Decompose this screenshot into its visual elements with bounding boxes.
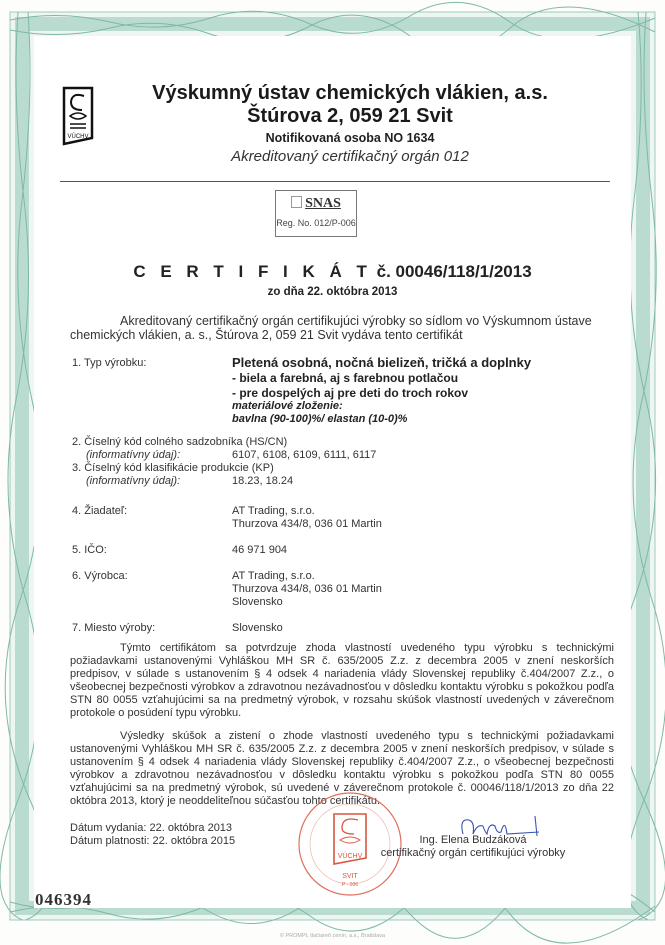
- composition-label: materiálové zloženie:: [232, 400, 343, 412]
- product-type-label: 1. Typ výrobku:: [72, 357, 147, 369]
- issuer-header: [120, 82, 580, 166]
- kp-code-sublabel: (informatívny údaj):: [86, 475, 181, 487]
- notified-body: Notifikovaná osoba NO 1634: [265, 131, 435, 145]
- signatory-name: Ing. Elena Budzáková: [419, 834, 527, 846]
- product-name: Pletená osobná, nočná bielizeň, tričká a doplnky: [232, 355, 532, 370]
- hs-code-value: 6107, 6108, 6109, 6111, 6117: [232, 449, 377, 461]
- manufacturer-address: Thurzova 434/8, 036 01 Martin: [232, 583, 382, 595]
- applicant-label: 4. Žiadateľ:: [72, 505, 128, 517]
- slovak-emblem-icon: [291, 196, 302, 208]
- certificate-number: č. 00046/118/1/2013: [376, 262, 532, 281]
- hs-code-label: 2. Číselný kód colného sadzobníka (HS/CN): [72, 436, 288, 448]
- header-divider: [60, 181, 610, 182]
- product-target: - pre dospelých aj pre deti do troch rokov: [232, 386, 469, 400]
- serial-number: 046394: [35, 890, 92, 909]
- applicant-address: Thurzova 434/8, 036 01 Martin: [232, 518, 382, 530]
- ico-label: 5. IČO:: [72, 544, 107, 556]
- manufacturer-name: AT Trading, s.r.o.: [232, 570, 315, 582]
- svg-text:VÚCHV: VÚCHV: [337, 853, 363, 860]
- institute-address: Štúrova 2, 059 21 Svit: [247, 105, 453, 127]
- svg-text:P - 006: P - 006: [341, 882, 359, 888]
- certificate-title: [0, 262, 665, 282]
- signatory-block: [368, 834, 578, 860]
- validity-dates: [70, 822, 235, 848]
- intro-text: Akreditovaný certifikačný orgán certifikujúci výrobky so sídlom vo Výskumnom ústave chemických vlákien, a. s., Štúrova 2, 059 21 Svit vydáva tento certifikát: [70, 314, 592, 342]
- snas-reg-no: Reg. No. 012/P-006: [276, 218, 356, 228]
- svg-text:SVIT: SVIT: [342, 873, 358, 880]
- certificate-date: zo dňa 22. októbra 2013: [267, 286, 398, 298]
- product-variant: - biela a farebná, aj s farebnou potlačou: [232, 371, 459, 385]
- snas-name: SNAS: [305, 196, 341, 211]
- printer-credit: © PROMPt, tlačiareň cenín, a.s., Bratislava: [279, 933, 386, 939]
- kp-code-label: 3. Číselný kód klasifikácie produkcie (KP): [72, 462, 274, 474]
- applicant-name: AT Trading, s.r.o.: [232, 505, 315, 517]
- place-label: 7. Miesto výroby:: [72, 622, 156, 634]
- valid-until-date: Dátum platnosti: 22. októbra 2015: [70, 835, 236, 847]
- results-text: Výsledky skúšok a zistení o zhode vlastností uvedeného typu s technickými požiadavkami ustanovenými Vyhláškou MH SR č. 635/2005 Z.z. z decembra 2005 v znení neskorších predpisov, v súlade s ustanovením § 4 odsek 4 nariadenia vlády Slovenskej republiky č.404/2007 Z.z., o všeobecnej bezpečnosti výrobkov a zdravotnou nezávadnosťou v dôsledku kontaktu výrobku s pokožkou podľa STN 80 0055 vzťahujúcimi sa na predmetný výrobok, sú uvedené v záverečnom protokole č. 00046/118/1/2013 zo dňa 22 októbra 2013, ktorý je neoddeliteľnou súčasťou tohto certifikátu.: [70, 730, 614, 807]
- place-value: Slovensko: [232, 622, 283, 634]
- vuchv-logo: [62, 86, 98, 148]
- signatory-role: certifikačný orgán certifikujúci výrobky: [380, 847, 566, 859]
- conformity-text: Týmto certifikátom sa potvrdzuje zhoda vlastností uvedeného typu výrobku s technickými požiadavkami ustanovenými Vyhláškou MH SR č. 635/2005 Z.z. z decembra 2005 v znení neskorších predpisov, v súlade s ustanovením § 4 odsek 4 nariadenia vlády Slovenskej republiky č.404/2007 Z.z., o všeobecnej bezpečnosti výrobkov a zdravotnou nezávadnosťou v dôsledku kontaktu výrobku s pokožkou podľa STN 80 0055 vzťahujúcimi sa na predmetný výrobok, v rozsahu skúšok vlastností uvedených v záverečnom protokole o posúdení typu výrobku.: [70, 642, 614, 719]
- composition-value: bavlna (90-100)%/ elastan (10-0)%: [232, 413, 408, 425]
- svg-text:VÚCHV: VÚCHV: [67, 134, 89, 140]
- intro-paragraph: [70, 314, 630, 342]
- hs-code-sublabel: (informatívny údaj):: [86, 449, 181, 461]
- accreditation-line: Akreditovaný certifikačný orgán 012: [231, 148, 469, 165]
- conformity-paragraph: [70, 642, 614, 720]
- snas-box: [275, 190, 357, 237]
- manufacturer-country: Slovensko: [232, 596, 283, 608]
- ico-value: 46 971 904: [232, 544, 288, 556]
- certificate-word: C E R T I F I K Á T: [133, 262, 372, 281]
- issue-date: Dátum vydania: 22. októbra 2013: [70, 822, 233, 834]
- manufacturer-label: 6. Výrobca:: [72, 570, 128, 582]
- kp-code-value: 18.23, 18.24: [232, 475, 294, 487]
- institute-name: Výskumný ústav chemických vlákien, a.s.: [152, 82, 548, 104]
